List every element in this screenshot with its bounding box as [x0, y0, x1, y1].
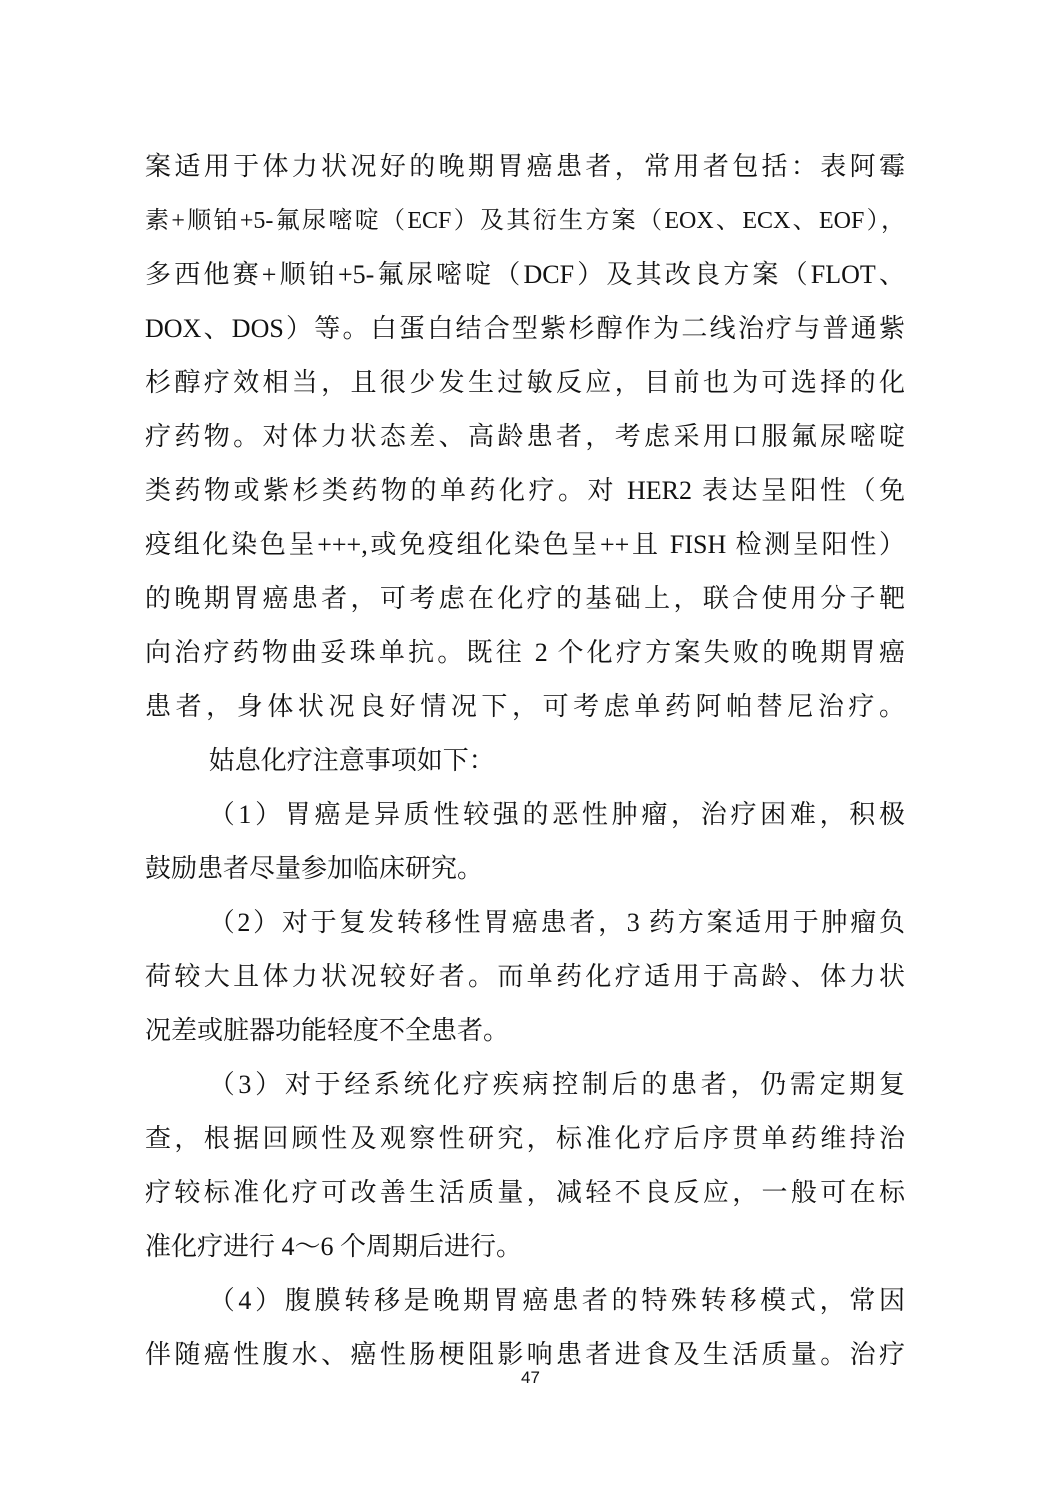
text-line: 疫组化染色呈+++,或免疫组化染色呈++且 FISH 检测呈阳性）: [145, 530, 905, 559]
text-line: （1）胃癌是异质性较强的恶性肿瘤，治疗困难，积极: [208, 800, 905, 829]
text-line: （2）对于复发转移性胃癌患者，3 药方案适用于肿瘤负: [208, 908, 905, 937]
text-line: 荷较大且体力状况较好者。而单药化疗适用于高龄、体力状: [145, 962, 905, 991]
text-line: 疗较标准化疗可改善生活质量，减轻不良反应，一般可在标: [145, 1178, 905, 1207]
text-line: 案适用于体力状况好的晚期胃癌患者，常用者包括：表阿霉: [145, 152, 905, 181]
text-line: 杉醇疗效相当，且很少发生过敏反应，目前也为可选择的化: [145, 368, 905, 397]
text-line: （3）对于经系统化疗疾病控制后的患者，仍需定期复: [208, 1070, 905, 1099]
text-line: （4）腹膜转移是晚期胃癌患者的特殊转移模式，常因: [208, 1286, 905, 1315]
text-line: 素+顺铂+5-氟尿嘧啶（ECF）及其衍生方案（EOX、ECX、EOF），: [145, 208, 905, 234]
text-line: 患者，身体状况良好情况下，可考虑单药阿帕替尼治疗。: [145, 692, 905, 721]
text-line: 姑息化疗注意事项如下：: [208, 746, 495, 775]
text-line: 鼓励患者尽量参加临床研究。: [145, 854, 484, 883]
text-line: 查，根据回顾性及观察性研究，标准化疗后序贯单药维持治: [145, 1124, 905, 1153]
text-line: 多西他赛+顺铂+5-氟尿嘧啶（DCF）及其改良方案（FLOT、: [145, 260, 905, 289]
text-line: 疗药物。对体力状态差、高龄患者，考虑采用口服氟尿嘧啶: [145, 422, 905, 451]
text-line: 准化疗进行 4～6 个周期后进行。: [145, 1232, 523, 1261]
text-line: 伴随癌性腹水、癌性肠梗阻影响患者进食及生活质量。治疗: [145, 1340, 905, 1369]
body-text: [145, 140, 905, 1382]
text-line: 向治疗药物曲妥珠单抗。既往 2 个化疗方案失败的晚期胃癌: [145, 638, 905, 667]
text-line: 况差或脏器功能轻度不全患者。: [145, 1016, 510, 1045]
text-line: DOX、DOS）等。白蛋白结合型紫杉醇作为二线治疗与普通紫: [145, 314, 905, 343]
page-number: 47: [521, 1368, 540, 1387]
text-line: 类药物或紫杉类药物的单药化疗。对 HER2 表达呈阳性（免: [145, 476, 905, 505]
text-line: 的晚期胃癌患者，可考虑在化疗的基础上，联合使用分子靶: [145, 584, 905, 613]
